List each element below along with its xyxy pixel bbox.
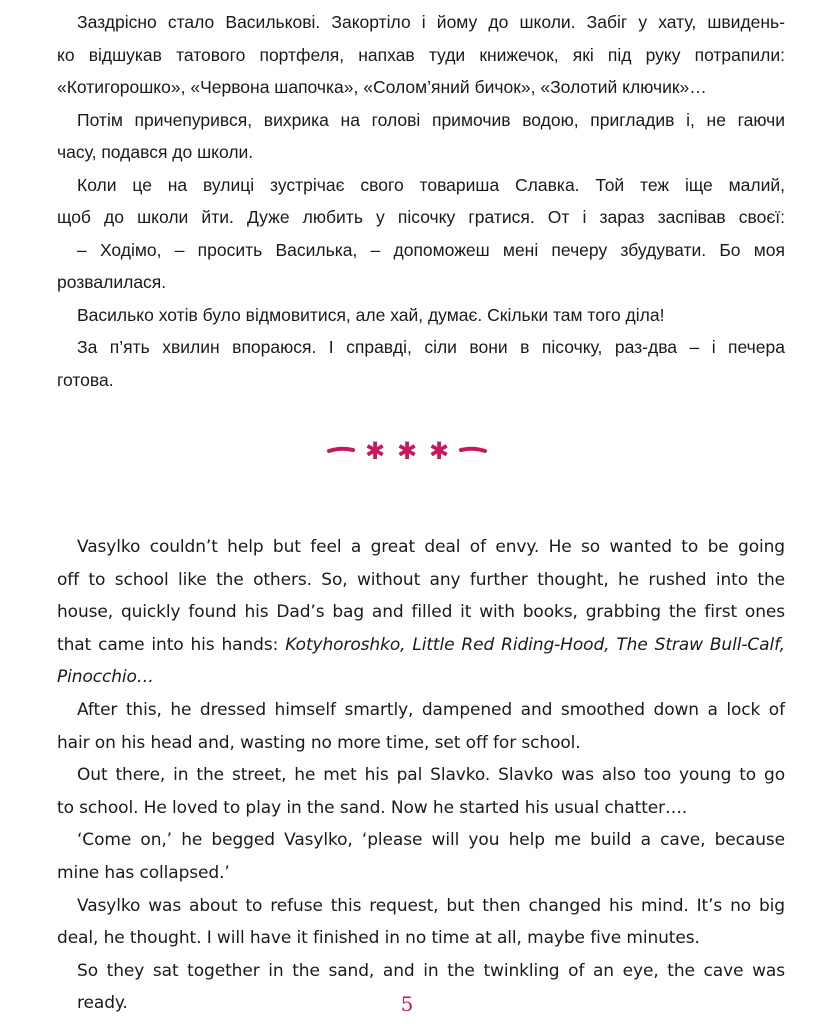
asterisk-icon: ✱: [428, 437, 450, 465]
ua-line: Заздрісно стало Васильковi. Закортiло i йому до школи. Забiг у хату, швидень-: [77, 12, 785, 32]
ornament-icon: [327, 435, 487, 465]
ua-line: ко вiдшукав татового портфеля, напхав туди книжечок, якi пiд руку потрапили:: [57, 44, 785, 65]
en-line: Pinocchio…: [57, 667, 154, 688]
en-line: house, quickly found his Dad’s bag and filled it with books, grabbing the first ones: [57, 602, 785, 623]
en-line: Vasylko was about to refuse this request, but then changed his mind. It’s no big: [77, 895, 785, 916]
ua-line: часу, подався до школи.: [57, 142, 254, 162]
en-line: mine has collapsed.’: [57, 862, 230, 883]
ua-line: За п’ять хвилин впораюся. I справдi, сiли вони в пiсочку, раз-два – i печера: [77, 337, 785, 357]
ua-line: «Котигорошко», «Червона шапочка», «Солом’яний бичок», «Золотий ключик»…: [57, 77, 707, 97]
section-divider: [0, 430, 814, 470]
ua-line: готова.: [57, 369, 114, 390]
english-text: [57, 531, 785, 1014]
en-text: that came into his hands:: [57, 634, 286, 655]
en-line: Out there, in the street, he met his pal Slavko. Slavko was also too young to go: [77, 765, 785, 786]
asterisk-icon: ✱: [364, 437, 386, 465]
ua-line: розвалилася.: [57, 272, 167, 292]
asterisk-icon: ✱: [396, 437, 418, 465]
en-line: hair on his head and, wasting no more time, set off for school.: [57, 732, 581, 753]
ua-line: щоб до школи йти. Дуже любить у пiсочку гратися. От i зараз заспiвав своєї:: [57, 207, 785, 227]
book-titles: Kotyhoroshko, Little Red Riding-Hood, The Straw Bull-Calf,: [285, 634, 785, 655]
ua-line: – Ходiмо, – просить Василька, – допоможеш менi печеру збудувати. Бо моя: [77, 239, 785, 260]
ua-line: Василько хотiв було вiдмовитися, але хай, думає. Скiльки там того дiла!: [77, 304, 665, 325]
ua-line: Потiм причепурився, вихрика на головi примочив водою, пригладив i, не гаючи: [77, 109, 785, 130]
en-line: After this, he dressed himself smartly, dampened and smoothed down a lock of: [77, 699, 785, 720]
en-line: to school. He loved to play in the sand. Now he started his usual chatter….: [57, 797, 688, 818]
ua-line: Коли це на вулицi зустрiчає свого товариша Славка. Той теж iще малий,: [77, 174, 785, 195]
en-line: [57, 629, 785, 662]
page-number: 5: [400, 992, 414, 1016]
en-line: off to school like the others. So, without any further thought, he rushed into the: [57, 569, 785, 590]
en-line: deal, he thought. I will have it finished in no time at all, maybe five minutes.: [57, 928, 700, 949]
ukrainian-text: [57, 6, 785, 396]
en-line: Vasylko couldn’t help but feel a great deal of envy. He so wanted to be going: [77, 537, 785, 557]
en-line: So they sat together in the sand, and in the twinkling of an eye, the cave was ready.: [77, 960, 785, 1014]
en-line: ‘Come on,’ he begged Vasylko, ‘please will you help me build a cave, because: [77, 830, 785, 851]
